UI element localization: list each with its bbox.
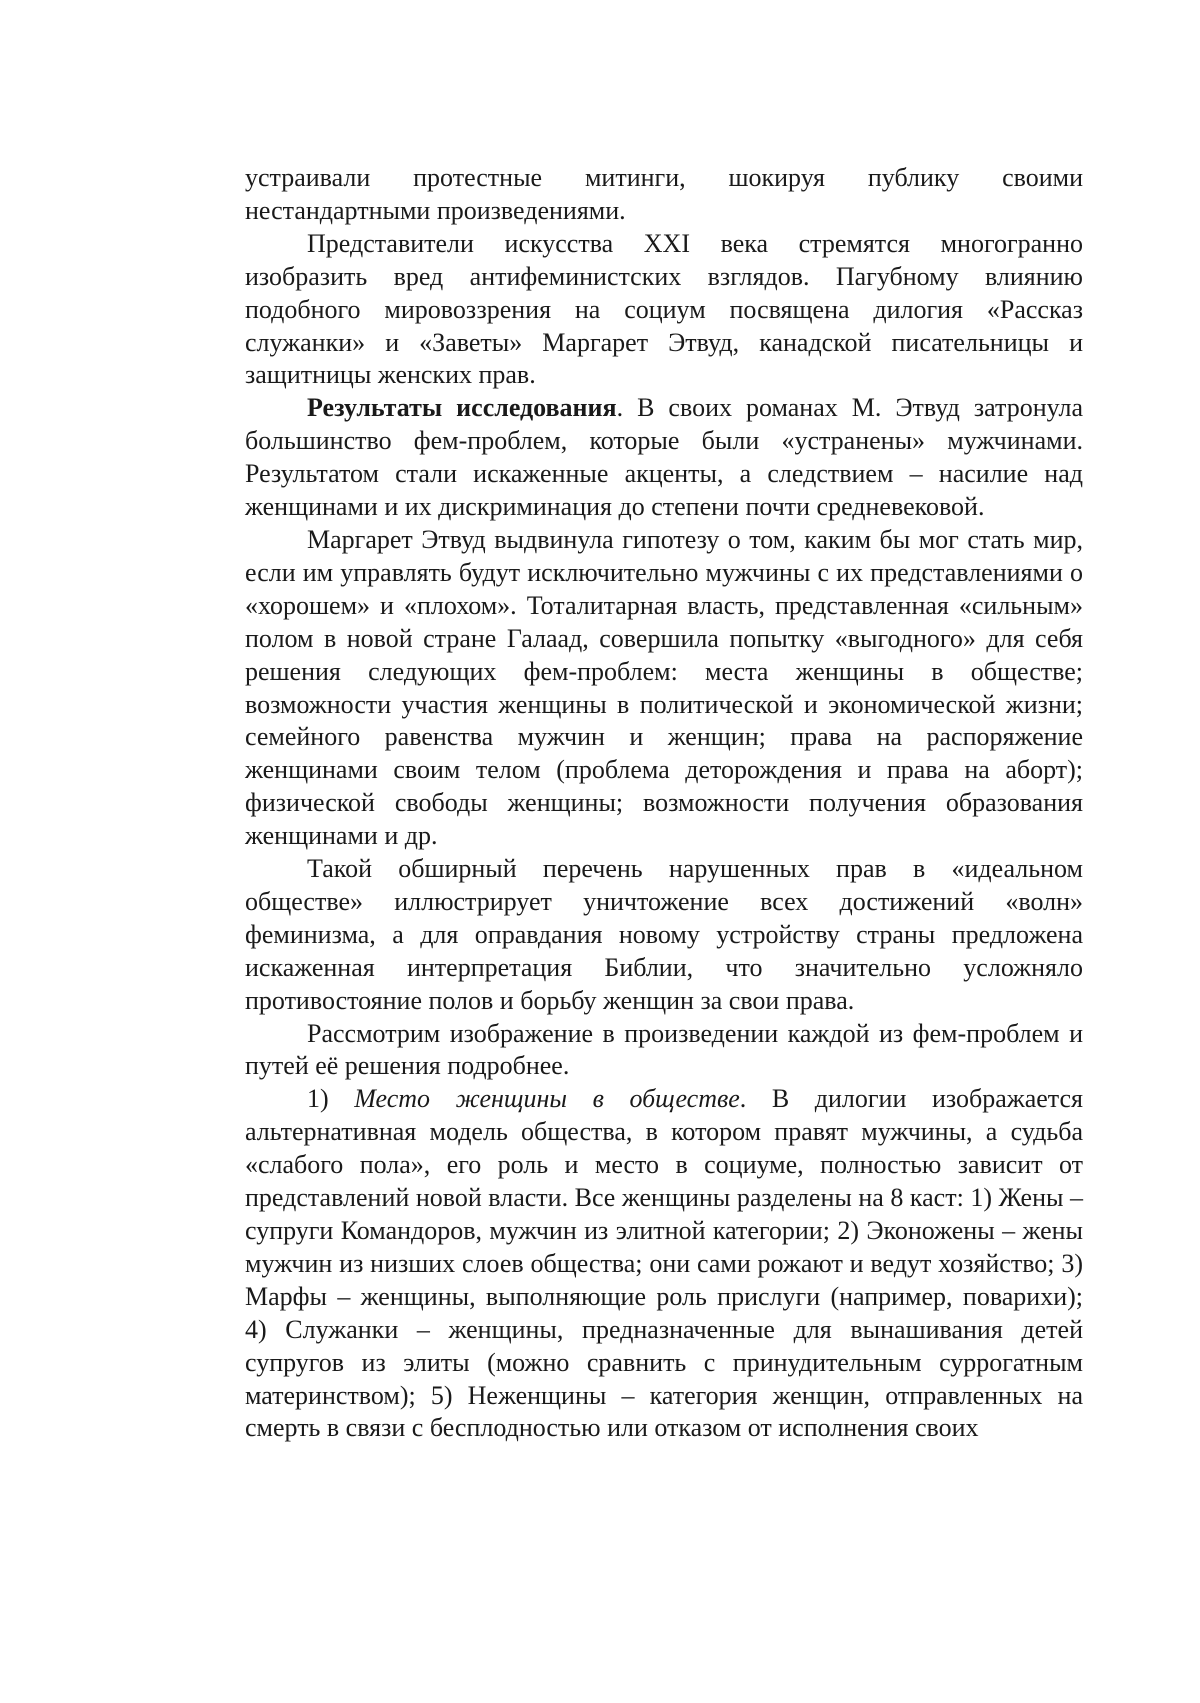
paragraph-intro — [245, 228, 1083, 393]
paragraph-text: Такой обширный перечень нарушенных прав в «идеальном обществе» иллюстрирует уничтожение всех достижений «волн» феминизма, а для оправдания новому устройству страны предложена искаженная интерпретация Библии, что значительно усложняло противостояние полов и борьбу женщин за свои права. — [245, 854, 1083, 1015]
paragraph-text: Маргарет Этвуд выдвинула гипотезу о том, каким бы мог стать мир, если им управлять будут исключительно мужчины с их представлениями о «хорошем» и «плохом». Тоталитарная власть, представленная «сильным» полом в новой стране Галаад, совершила попытку «выгодного» для себя решения следующих фем-проблем: места женщины в обществе; возможности участия женщины в политической и экономической жизни; семейного равенства мужчин и женщин; права на распоряжение женщинами своим телом (проблема деторождения и права на аборт); физической свободы женщины; возможности получения образования женщинами и др. — [245, 524, 1083, 851]
paragraph-continuation — [245, 162, 1083, 228]
paragraph-text: . В дилогии изображается альтернативная модель общества, в котором правят мужчины, а судьба «слабого пола», его роль и место в социуме, полностью зависит от представлений новой власти. Все женщины разделены на 8 каст: 1) Жены – супруги Командоров, мужчин из элитной категории; 2) Эконожены – жены мужчин из низших слоев общества; они сами рожают и ведут хозяйство; 3) Марфы – женщины, выполняющие роль прислуги (например, поварихи); 4) Служанки – женщины, предназначенные для вынашивания детей супругов из элиты (можно сравнить с принудительным суррогатным материнством); 5) Неженщины – категория женщин, отправленных на смерть в связи с бесплодностью или отказом от исполнения своих — [245, 1084, 1083, 1443]
paragraph-results — [245, 392, 1083, 524]
paragraph-item-1 — [245, 1083, 1083, 1445]
results-heading: Результаты исследования — [307, 393, 617, 423]
paragraph-text: Рассмотрим изображение в произведении каждой из фем-проблем и путей её решения подробнее. — [245, 1018, 1083, 1081]
paragraph-text: . В своих романах М. Этвуд затронула большинство фем-проблем, которые были «устранены» мужчинами. Результатом стали искаженные акценты, а следствием – насилие над женщинами и их дискриминация до степени почти средневековой. — [245, 393, 1083, 522]
item-heading: Место женщины в обществе — [354, 1084, 740, 1114]
document-page — [245, 162, 1083, 1445]
paragraph-text: Представители искусства XXI века стремятся многогранно изобразить вред антифеминистских взглядов. Пагубному влиянию подобного мировоззрения на социум посвящена дилогия «Рассказ служанки» и «Заветы» Маргарет Этвуд, канадской писательницы и защитницы женских прав. — [245, 228, 1083, 390]
item-number: 1) — [307, 1084, 355, 1114]
paragraph-hypothesis — [245, 524, 1083, 853]
paragraph-consider — [245, 1018, 1083, 1084]
paragraph-rights-list — [245, 853, 1083, 1018]
paragraph-text: устраивали протестные митинги, шокируя публику своими нестандартными произведениями. — [245, 163, 1083, 225]
